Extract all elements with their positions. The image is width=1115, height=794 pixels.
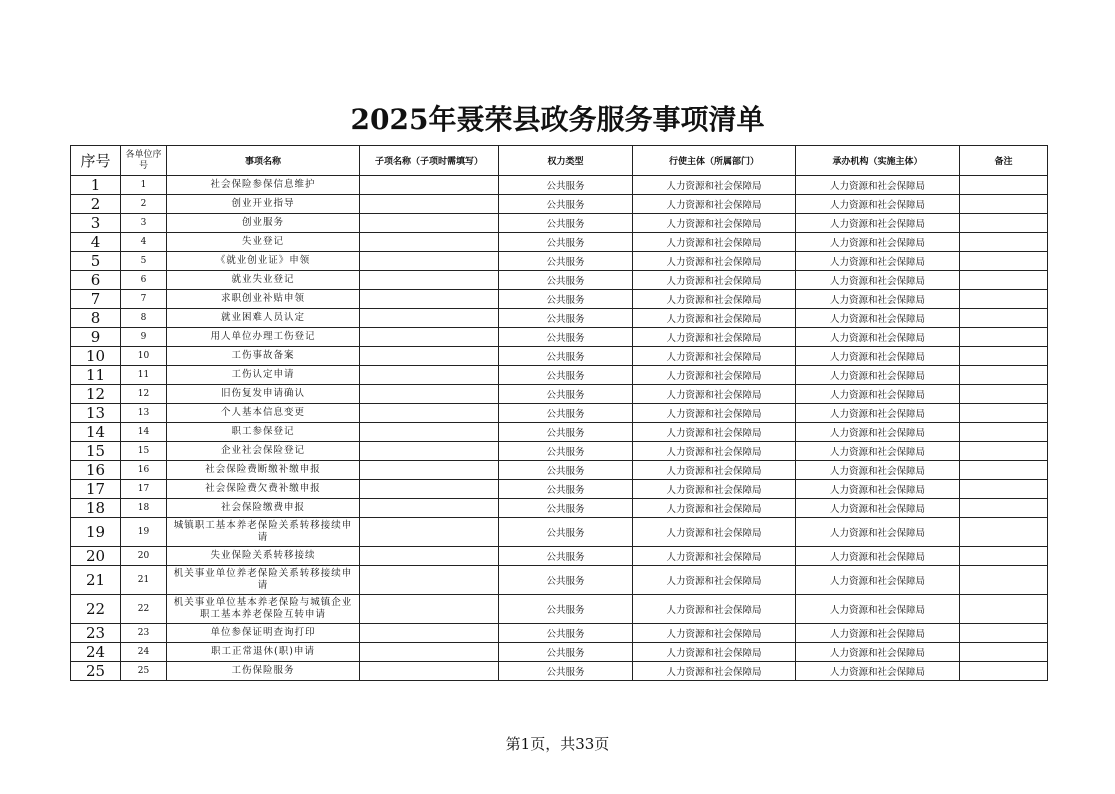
cell-power-type: 公共服务 <box>499 662 633 681</box>
cell-seq: 1 <box>71 176 121 195</box>
cell-seq: 11 <box>71 366 121 385</box>
cell-implementing-body: 人力资源和社会保障局 <box>796 309 960 328</box>
cell-seq: 3 <box>71 214 121 233</box>
cell-power-type: 公共服务 <box>499 328 633 347</box>
cell-implementing-body: 人力资源和社会保障局 <box>796 461 960 480</box>
cell-remarks <box>960 480 1048 499</box>
table-row <box>71 566 1048 595</box>
cell-exercising-body: 人力资源和社会保障局 <box>633 366 796 385</box>
cell-item-name: 职工参保登记 <box>167 423 360 442</box>
cell-exercising-body: 人力资源和社会保障局 <box>633 347 796 366</box>
cell-unit-seq: 17 <box>121 480 167 499</box>
cell-seq: 18 <box>71 499 121 518</box>
table-row <box>71 480 1048 499</box>
cell-item-name: 工伤认定申请 <box>167 366 360 385</box>
cell-unit-seq: 20 <box>121 547 167 566</box>
cell-exercising-body: 人力资源和社会保障局 <box>633 271 796 290</box>
cell-implementing-body: 人力资源和社会保障局 <box>796 518 960 547</box>
cell-seq: 8 <box>71 309 121 328</box>
cell-exercising-body: 人力资源和社会保障局 <box>633 252 796 271</box>
cell-seq: 20 <box>71 547 121 566</box>
cell-exercising-body: 人力资源和社会保障局 <box>633 461 796 480</box>
cell-item-name: 旧伤复发申请确认 <box>167 385 360 404</box>
table-row <box>71 195 1048 214</box>
table-header-row <box>71 146 1048 176</box>
cell-implementing-body: 人力资源和社会保障局 <box>796 233 960 252</box>
cell-power-type: 公共服务 <box>499 461 633 480</box>
table-row <box>71 595 1048 624</box>
cell-sub-item <box>360 442 499 461</box>
cell-sub-item <box>360 347 499 366</box>
cell-seq: 17 <box>71 480 121 499</box>
cell-unit-seq: 25 <box>121 662 167 681</box>
cell-sub-item <box>360 547 499 566</box>
cell-unit-seq: 19 <box>121 518 167 547</box>
header-power-type: 权力类型 <box>499 146 633 176</box>
cell-unit-seq: 2 <box>121 195 167 214</box>
header-seq: 序号 <box>71 146 121 176</box>
table-row <box>71 518 1048 547</box>
cell-seq: 9 <box>71 328 121 347</box>
cell-exercising-body: 人力资源和社会保障局 <box>633 385 796 404</box>
cell-power-type: 公共服务 <box>499 252 633 271</box>
cell-unit-seq: 23 <box>121 624 167 643</box>
cell-item-name: 失业登记 <box>167 233 360 252</box>
table-row <box>71 214 1048 233</box>
table-row <box>71 271 1048 290</box>
table-row <box>71 404 1048 423</box>
cell-power-type: 公共服务 <box>499 499 633 518</box>
cell-remarks <box>960 595 1048 624</box>
header-implementing-body: 承办机构（实施主体） <box>796 146 960 176</box>
cell-implementing-body: 人力资源和社会保障局 <box>796 442 960 461</box>
cell-exercising-body: 人力资源和社会保障局 <box>633 499 796 518</box>
header-sub-item: 子项名称（子项时需填写） <box>360 146 499 176</box>
cell-remarks <box>960 423 1048 442</box>
cell-power-type: 公共服务 <box>499 404 633 423</box>
cell-exercising-body: 人力资源和社会保障局 <box>633 518 796 547</box>
cell-power-type: 公共服务 <box>499 385 633 404</box>
cell-seq: 21 <box>71 566 121 595</box>
cell-remarks <box>960 347 1048 366</box>
cell-seq: 24 <box>71 643 121 662</box>
table-row <box>71 423 1048 442</box>
header-exercising-body: 行使主体（所属部门） <box>633 146 796 176</box>
cell-remarks <box>960 442 1048 461</box>
cell-sub-item <box>360 271 499 290</box>
cell-sub-item <box>360 385 499 404</box>
page-footer: 第1页，共33页 <box>505 735 610 753</box>
cell-exercising-body: 人力资源和社会保障局 <box>633 624 796 643</box>
cell-seq: 12 <box>71 385 121 404</box>
cell-seq: 25 <box>71 662 121 681</box>
table-row <box>71 347 1048 366</box>
cell-item-name: 工伤保险服务 <box>167 662 360 681</box>
cell-remarks <box>960 566 1048 595</box>
cell-power-type: 公共服务 <box>499 347 633 366</box>
cell-unit-seq: 6 <box>121 271 167 290</box>
cell-seq: 14 <box>71 423 121 442</box>
cell-implementing-body: 人力资源和社会保障局 <box>796 347 960 366</box>
cell-sub-item <box>360 404 499 423</box>
cell-power-type: 公共服务 <box>499 309 633 328</box>
cell-item-name: 社会保险费欠费补缴申报 <box>167 480 360 499</box>
cell-sub-item <box>360 309 499 328</box>
cell-sub-item <box>360 643 499 662</box>
cell-implementing-body: 人力资源和社会保障局 <box>796 271 960 290</box>
cell-exercising-body: 人力资源和社会保障局 <box>633 328 796 347</box>
cell-sub-item <box>360 461 499 480</box>
cell-power-type: 公共服务 <box>499 290 633 309</box>
cell-item-name: 失业保险关系转移接续 <box>167 547 360 566</box>
cell-sub-item <box>360 624 499 643</box>
cell-seq: 16 <box>71 461 121 480</box>
cell-unit-seq: 13 <box>121 404 167 423</box>
header-item-name: 事项名称 <box>167 146 360 176</box>
cell-unit-seq: 9 <box>121 328 167 347</box>
cell-seq: 4 <box>71 233 121 252</box>
cell-exercising-body: 人力资源和社会保障局 <box>633 290 796 309</box>
cell-sub-item <box>360 366 499 385</box>
cell-sub-item <box>360 480 499 499</box>
cell-sub-item <box>360 518 499 547</box>
cell-exercising-body: 人力资源和社会保障局 <box>633 233 796 252</box>
cell-sub-item <box>360 423 499 442</box>
cell-sub-item <box>360 214 499 233</box>
table-row <box>71 233 1048 252</box>
cell-item-name: 求职创业补贴申领 <box>167 290 360 309</box>
cell-seq: 10 <box>71 347 121 366</box>
cell-exercising-body: 人力资源和社会保障局 <box>633 214 796 233</box>
cell-implementing-body: 人力资源和社会保障局 <box>796 366 960 385</box>
cell-implementing-body: 人力资源和社会保障局 <box>796 595 960 624</box>
cell-item-name: 机关事业单位养老保险关系转移接续申请 <box>167 566 360 595</box>
cell-item-name: 机关事业单位基本养老保险与城镇企业职工基本养老保险互转申请 <box>167 595 360 624</box>
cell-remarks <box>960 252 1048 271</box>
table-row <box>71 499 1048 518</box>
cell-item-name: 社会保险费断缴补缴申报 <box>167 461 360 480</box>
cell-implementing-body: 人力资源和社会保障局 <box>796 643 960 662</box>
cell-remarks <box>960 461 1048 480</box>
cell-unit-seq: 7 <box>121 290 167 309</box>
cell-power-type: 公共服务 <box>499 233 633 252</box>
cell-power-type: 公共服务 <box>499 271 633 290</box>
cell-seq: 23 <box>71 624 121 643</box>
cell-item-name: 企业社会保险登记 <box>167 442 360 461</box>
cell-power-type: 公共服务 <box>499 595 633 624</box>
cell-remarks <box>960 290 1048 309</box>
table-row <box>71 290 1048 309</box>
cell-exercising-body: 人力资源和社会保障局 <box>633 480 796 499</box>
cell-remarks <box>960 176 1048 195</box>
cell-implementing-body: 人力资源和社会保障局 <box>796 404 960 423</box>
header-unit-seq: 各单位序号 <box>121 146 167 176</box>
cell-unit-seq: 16 <box>121 461 167 480</box>
cell-item-name: 就业失业登记 <box>167 271 360 290</box>
cell-remarks <box>960 499 1048 518</box>
cell-sub-item <box>360 662 499 681</box>
cell-power-type: 公共服务 <box>499 480 633 499</box>
cell-sub-item <box>360 566 499 595</box>
cell-exercising-body: 人力资源和社会保障局 <box>633 643 796 662</box>
cell-item-name: 就业困难人员认定 <box>167 309 360 328</box>
cell-implementing-body: 人力资源和社会保障局 <box>796 195 960 214</box>
cell-implementing-body: 人力资源和社会保障局 <box>796 423 960 442</box>
table-row <box>71 328 1048 347</box>
cell-power-type: 公共服务 <box>499 624 633 643</box>
table-row <box>71 662 1048 681</box>
cell-remarks <box>960 518 1048 547</box>
cell-unit-seq: 3 <box>121 214 167 233</box>
cell-implementing-body: 人力资源和社会保障局 <box>796 176 960 195</box>
cell-implementing-body: 人力资源和社会保障局 <box>796 499 960 518</box>
cell-remarks <box>960 624 1048 643</box>
page-title: 2025年聂荣县政务服务事项清单 <box>350 103 765 136</box>
cell-remarks <box>960 366 1048 385</box>
cell-unit-seq: 10 <box>121 347 167 366</box>
cell-implementing-body: 人力资源和社会保障局 <box>796 662 960 681</box>
cell-remarks <box>960 643 1048 662</box>
cell-item-name: 创业服务 <box>167 214 360 233</box>
cell-power-type: 公共服务 <box>499 214 633 233</box>
cell-sub-item <box>360 290 499 309</box>
cell-item-name: 《就业创业证》申领 <box>167 252 360 271</box>
cell-exercising-body: 人力资源和社会保障局 <box>633 442 796 461</box>
cell-remarks <box>960 271 1048 290</box>
cell-unit-seq: 12 <box>121 385 167 404</box>
cell-remarks <box>960 233 1048 252</box>
cell-implementing-body: 人力资源和社会保障局 <box>796 328 960 347</box>
cell-seq: 13 <box>71 404 121 423</box>
cell-seq: 19 <box>71 518 121 547</box>
cell-sub-item <box>360 595 499 624</box>
cell-implementing-body: 人力资源和社会保障局 <box>796 547 960 566</box>
cell-unit-seq: 24 <box>121 643 167 662</box>
cell-seq: 22 <box>71 595 121 624</box>
cell-power-type: 公共服务 <box>499 176 633 195</box>
cell-sub-item <box>360 233 499 252</box>
cell-remarks <box>960 385 1048 404</box>
cell-remarks <box>960 662 1048 681</box>
table-row <box>71 366 1048 385</box>
cell-unit-seq: 8 <box>121 309 167 328</box>
cell-unit-seq: 11 <box>121 366 167 385</box>
cell-remarks <box>960 404 1048 423</box>
cell-exercising-body: 人力资源和社会保障局 <box>633 595 796 624</box>
service-items-table <box>70 145 1048 681</box>
cell-exercising-body: 人力资源和社会保障局 <box>633 404 796 423</box>
cell-sub-item <box>360 499 499 518</box>
cell-sub-item <box>360 328 499 347</box>
cell-exercising-body: 人力资源和社会保障局 <box>633 662 796 681</box>
cell-sub-item <box>360 252 499 271</box>
cell-remarks <box>960 195 1048 214</box>
cell-item-name: 单位参保证明查询打印 <box>167 624 360 643</box>
cell-seq: 7 <box>71 290 121 309</box>
cell-remarks <box>960 214 1048 233</box>
cell-power-type: 公共服务 <box>499 366 633 385</box>
cell-exercising-body: 人力资源和社会保障局 <box>633 566 796 595</box>
cell-item-name: 社会保险参保信息维护 <box>167 176 360 195</box>
cell-seq: 6 <box>71 271 121 290</box>
cell-implementing-body: 人力资源和社会保障局 <box>796 566 960 595</box>
cell-implementing-body: 人力资源和社会保障局 <box>796 290 960 309</box>
cell-item-name: 城镇职工基本养老保险关系转移接续申请 <box>167 518 360 547</box>
cell-exercising-body: 人力资源和社会保障局 <box>633 547 796 566</box>
cell-sub-item <box>360 195 499 214</box>
cell-implementing-body: 人力资源和社会保障局 <box>796 214 960 233</box>
table-row <box>71 624 1048 643</box>
cell-power-type: 公共服务 <box>499 643 633 662</box>
cell-exercising-body: 人力资源和社会保障局 <box>633 176 796 195</box>
table-row <box>71 442 1048 461</box>
cell-item-name: 职工正常退休(职)申请 <box>167 643 360 662</box>
table-row <box>71 176 1048 195</box>
table-row <box>71 309 1048 328</box>
cell-remarks <box>960 309 1048 328</box>
cell-unit-seq: 14 <box>121 423 167 442</box>
cell-seq: 5 <box>71 252 121 271</box>
cell-unit-seq: 1 <box>121 176 167 195</box>
cell-power-type: 公共服务 <box>499 566 633 595</box>
cell-unit-seq: 5 <box>121 252 167 271</box>
cell-seq: 2 <box>71 195 121 214</box>
cell-sub-item <box>360 176 499 195</box>
cell-remarks <box>960 547 1048 566</box>
cell-item-name: 个人基本信息变更 <box>167 404 360 423</box>
cell-item-name: 创业开业指导 <box>167 195 360 214</box>
cell-implementing-body: 人力资源和社会保障局 <box>796 624 960 643</box>
cell-item-name: 工伤事故备案 <box>167 347 360 366</box>
cell-unit-seq: 21 <box>121 566 167 595</box>
cell-item-name: 社会保险缴费申报 <box>167 499 360 518</box>
cell-power-type: 公共服务 <box>499 518 633 547</box>
cell-unit-seq: 4 <box>121 233 167 252</box>
cell-power-type: 公共服务 <box>499 195 633 214</box>
cell-implementing-body: 人力资源和社会保障局 <box>796 385 960 404</box>
cell-exercising-body: 人力资源和社会保障局 <box>633 423 796 442</box>
cell-power-type: 公共服务 <box>499 547 633 566</box>
header-remarks: 备注 <box>960 146 1048 176</box>
cell-remarks <box>960 328 1048 347</box>
table-row <box>71 643 1048 662</box>
cell-power-type: 公共服务 <box>499 442 633 461</box>
table-body <box>71 176 1048 681</box>
cell-implementing-body: 人力资源和社会保障局 <box>796 480 960 499</box>
cell-unit-seq: 18 <box>121 499 167 518</box>
cell-seq: 15 <box>71 442 121 461</box>
cell-unit-seq: 22 <box>121 595 167 624</box>
table-row <box>71 547 1048 566</box>
cell-unit-seq: 15 <box>121 442 167 461</box>
cell-exercising-body: 人力资源和社会保障局 <box>633 195 796 214</box>
cell-power-type: 公共服务 <box>499 423 633 442</box>
table-row <box>71 252 1048 271</box>
cell-exercising-body: 人力资源和社会保障局 <box>633 309 796 328</box>
table-row <box>71 461 1048 480</box>
table-row <box>71 385 1048 404</box>
cell-item-name: 用人单位办理工伤登记 <box>167 328 360 347</box>
cell-implementing-body: 人力资源和社会保障局 <box>796 252 960 271</box>
